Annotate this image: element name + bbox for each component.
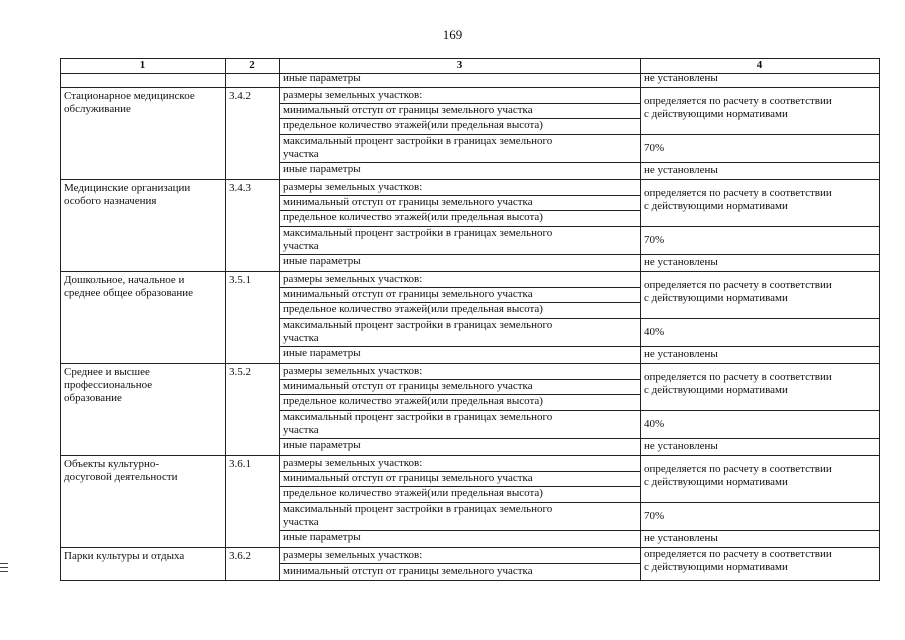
value-build-percent: 40% <box>644 326 665 338</box>
param-3: максимальный процент застройки в границах земельного <box>283 503 553 515</box>
object-name: образование <box>64 392 122 404</box>
param-divider <box>279 346 879 347</box>
param-2: предельное количество этажей(или предельная высота) <box>283 119 543 131</box>
object-name: Дошкольное, начальное и <box>64 274 185 286</box>
margin-mark <box>0 571 8 572</box>
object-name: досуговой деятельности <box>64 471 178 483</box>
param-0: размеры земельных участков: <box>283 365 423 377</box>
header-col-1: 1 <box>139 59 146 71</box>
param-divider <box>279 379 640 380</box>
group-divider <box>60 179 879 180</box>
param-1: минимальный отступ от границы земельного участка <box>283 196 533 208</box>
object-code: 3.6.2 <box>229 550 251 562</box>
param-3: максимальный процент застройки в границах земельного <box>283 411 553 423</box>
value-normative: определяется по расчету в соответствии <box>644 371 832 383</box>
value-normative: с действующими нормативами <box>644 476 788 488</box>
group-divider <box>60 271 879 272</box>
object-name: среднее общее образование <box>64 287 194 299</box>
table-border-bottom <box>60 580 880 581</box>
column-divider <box>60 58 61 580</box>
param-divider <box>279 530 879 531</box>
param-4: участка <box>283 148 319 160</box>
param-divider <box>279 471 640 472</box>
group-divider <box>60 455 879 456</box>
param-4: участка <box>283 424 319 436</box>
value-normative: с действующими нормативами <box>644 292 788 304</box>
param-0: размеры земельных участков: <box>283 89 423 101</box>
value-build-percent: 70% <box>644 510 665 522</box>
object-name: Парки культуры и отдыха <box>64 550 185 562</box>
param-4: участка <box>283 332 319 344</box>
value-build-percent: 70% <box>644 142 665 154</box>
object-name: Объекты культурно- <box>64 458 159 470</box>
header-col-2: 2 <box>249 59 255 71</box>
param-2: предельное количество этажей(или предельная высота) <box>283 487 543 499</box>
param-divider <box>279 302 640 303</box>
value-not-set: не установлены <box>644 256 718 268</box>
value-normative: с действующими нормативами <box>644 108 788 120</box>
regulations-table <box>60 58 879 580</box>
param-5: иные параметры <box>283 255 361 267</box>
param-divider <box>279 254 879 255</box>
param-divider <box>279 502 879 503</box>
object-code: 3.5.1 <box>229 274 251 286</box>
param-divider <box>279 318 879 319</box>
object-code: 3.4.2 <box>229 90 251 102</box>
value-normative: с действующими нормативами <box>644 200 788 212</box>
param-4: участка <box>283 240 319 252</box>
header-col-3: 3 <box>456 59 463 71</box>
param-2: предельное количество этажей(или предельная высота) <box>283 303 543 315</box>
value-normative: с действующими нормативами <box>644 384 788 396</box>
param-5: иные параметры <box>283 163 361 175</box>
param-3: максимальный процент застройки в границах земельного <box>283 135 553 147</box>
value-normative: определяется по расчету в соответствии <box>644 463 832 475</box>
param-1: минимальный отступ от границы земельного участка <box>283 565 533 577</box>
param-1: минимальный отступ от границы земельного участка <box>283 472 533 484</box>
param-5: иные параметры <box>283 531 361 543</box>
param-5: иные параметры <box>283 347 361 359</box>
param-5: иные параметры <box>283 439 361 451</box>
object-code: 3.6.1 <box>229 458 251 470</box>
header-col-4: 4 <box>756 59 763 71</box>
param-1: минимальный отступ от границы земельного участка <box>283 288 533 300</box>
param-2: предельное количество этажей(или предельная высота) <box>283 211 543 223</box>
object-name: профессиональное <box>64 379 153 391</box>
param-3: максимальный процент застройки в границах земельного <box>283 227 553 239</box>
value-build-percent: 40% <box>644 418 665 430</box>
value-normative: определяется по расчету в соответствии <box>644 279 832 291</box>
param-divider <box>279 226 879 227</box>
param-0: размеры земельных участков: <box>283 457 423 469</box>
param-divider <box>279 210 640 211</box>
param-1: минимальный отступ от границы земельного участка <box>283 104 533 116</box>
param-divider <box>279 195 640 196</box>
value-not-set: не установлены <box>644 72 718 84</box>
object-code: 3.4.3 <box>229 182 251 194</box>
param-divider <box>279 118 640 119</box>
column-divider <box>225 58 226 580</box>
object-name: Среднее и высшее <box>64 366 150 378</box>
param-divider <box>279 103 640 104</box>
margin-mark <box>0 563 8 564</box>
object-code: 3.5.2 <box>229 366 251 378</box>
object-name: обслуживание <box>64 103 131 115</box>
value-normative: определяется по расчету в соответствии <box>644 187 832 199</box>
param-other: иные параметры <box>283 72 361 84</box>
param-divider <box>279 287 640 288</box>
value-build-percent: 70% <box>644 234 665 246</box>
value-normative: с действующими нормативами <box>644 561 788 573</box>
row-divider <box>60 87 879 88</box>
param-0: размеры земельных участков: <box>283 549 423 561</box>
param-4: участка <box>283 516 319 528</box>
param-1: минимальный отступ от границы земельного участка <box>283 380 533 392</box>
object-name: Медицинские организации <box>64 182 191 194</box>
margin-mark <box>0 567 8 568</box>
param-2: предельное количество этажей(или предельная высота) <box>283 395 543 407</box>
param-divider <box>279 438 879 439</box>
param-0: размеры земельных участков: <box>283 273 423 285</box>
value-normative: определяется по расчету в соответствии <box>644 548 832 560</box>
page-number: 169 <box>442 27 463 42</box>
param-divider <box>279 162 879 163</box>
param-3: максимальный процент застройки в границах земельного <box>283 319 553 331</box>
column-divider <box>879 58 880 580</box>
param-divider <box>279 134 879 135</box>
param-divider <box>279 563 640 564</box>
param-0: размеры земельных участков: <box>283 181 423 193</box>
object-name: особого назначения <box>64 195 157 207</box>
param-divider <box>279 486 640 487</box>
group-divider <box>60 363 879 364</box>
param-divider <box>279 394 640 395</box>
value-not-set: не установлены <box>644 348 718 360</box>
object-name: Стационарное медицинское <box>64 90 195 102</box>
param-divider <box>279 410 879 411</box>
value-normative: определяется по расчету в соответствии <box>644 95 832 107</box>
value-not-set: не установлены <box>644 164 718 176</box>
value-not-set: не установлены <box>644 532 718 544</box>
value-not-set: не установлены <box>644 440 718 452</box>
